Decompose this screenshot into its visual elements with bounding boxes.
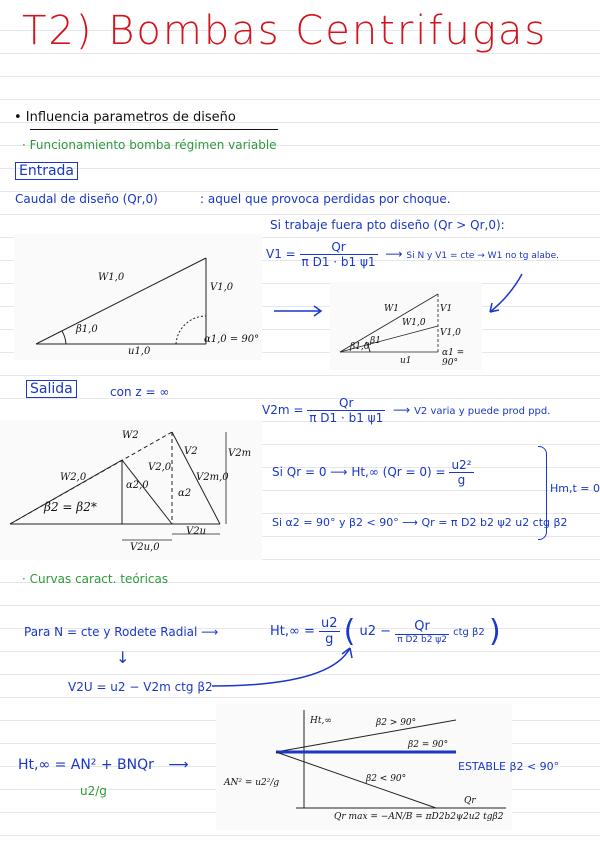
arrow-icon: ⟶ [402,516,419,529]
u2g-note: u2/g [80,784,107,798]
alpha20-label: α2,0 [126,480,149,491]
v2m-fraction [307,396,385,425]
w10b-label: W1,0 [402,318,426,328]
arrow-icon: ⟶ [201,625,219,639]
si-trabaje: Si trabaje fuera pto diseño (Qr > Qr,0): [270,218,505,232]
salida-label: Salida [26,380,77,398]
ht-q0-fraction [449,458,473,487]
beta-eq-label: β2 = 90° [408,740,449,750]
w20-label: W2,0 [60,472,87,483]
subsection-curvas: · Curvas caract. teóricas [22,572,169,586]
ht-final [18,757,188,773]
ht-inner-u2: u2 − [359,624,392,639]
v10b-label: V1,0 [440,328,461,338]
v2m-result: V2 varia y puede prod ppd. [414,406,551,417]
con-z-label: con z = ∞ [110,385,170,399]
si-qr-label: Si Qr = 0 [272,465,327,479]
v2m-formula [262,396,550,425]
salida-diagram [0,420,262,560]
left-paren: ( [343,614,356,649]
v2m-lhs: V2m = [262,403,304,417]
v2m-num: Qr [307,396,385,411]
section-underline [30,129,278,130]
u10-label: u1,0 [128,346,151,357]
v1-label: V1 [440,304,453,314]
ht-g: g [325,632,334,647]
ht-axis-label: Ht,∞ [310,716,332,726]
u1-label: u1 [400,356,412,366]
curved-arrow-icon [210,640,360,692]
brace-icon [538,446,547,540]
condition-qr-zero [272,458,474,487]
v2u0-label: V2u,0 [130,542,160,553]
w1-label: W1 [384,304,399,314]
ht-ctg: ctg β2 [453,627,485,638]
arrow-icon: ⟶ [393,403,411,417]
qmax-label: Qr max = −AN/B = πD2b2ψ2u2 tgβ2 [334,812,504,822]
beta-gt-label: β2 > 90° [376,718,417,728]
ht-final-text: Ht,∞ = AN² + BNQr [18,757,154,773]
v2u-expr: V2U = u2 − V2m ctg β2 [68,680,213,694]
qr-expr: Qr = π D2 b2 ψ2 u2 ctg β2 [421,516,568,529]
v1-lhs: V1 = [266,247,296,261]
ht-qr: Qr [395,619,449,635]
alpha1-label: α1 = 90° [442,348,465,368]
page-title: T2) Bombas Centrifugas [22,8,548,54]
para-label [24,625,218,639]
beta10-label: β1,0 [76,324,98,335]
beta2-label: β2 = β2* [44,500,97,514]
w2-label: W2 [122,430,139,441]
v20-label: V2,0 [148,462,172,473]
ht-den: π D2 b2 ψ2 [397,634,447,645]
v1-result: Si N y V1 = cte → W1 no tg alabe. [406,251,559,261]
beta10b-label: β1,0 [350,342,370,352]
caudal-desc: : aquel que provoca perdidas por choque. [200,192,451,206]
right-paren: ) [488,614,501,649]
ht-u2: u2 [321,616,338,631]
v1-den: π D1 · b1 ψ1 [301,255,376,269]
ht-qr-fraction [395,619,449,645]
entrada-label: Entrada [15,162,78,180]
arrow-icon: ⟶ [385,247,403,261]
ht-q0-den: g [457,473,466,487]
para-text: Para N = cte y Rodete Radial [24,625,198,639]
subsection-funcionamiento: · Funcionamiento bomba régimen variable [22,138,277,152]
an-label: AN² = u2²/g [224,778,280,788]
down-arrow-icon: ↓ [116,648,130,667]
v10-label: V1,0 [210,282,234,293]
right-arrow-icon [272,304,324,318]
entrada-offdesign-diagram [330,282,482,370]
ht-q0-label: Ht,∞ (Qr = 0) = [351,465,446,479]
q-axis-label: Qr [464,796,476,806]
beta-lt-label: β2 < 90° [366,774,407,784]
v1-num: Qr [300,240,378,255]
hm-label: Hm,t = 0 [550,482,600,495]
condition-alpha [272,516,568,529]
beta1-label: β1 [370,336,381,346]
ht-lhs: Ht,∞ = [270,624,315,639]
caudal-label: Caudal de diseño (Qr,0) [15,192,158,206]
si-alpha-label: Si α2 = 90° y β2 < 90° [272,516,399,529]
alpha10-label: α1,0 = 90° [204,334,260,345]
v1-fraction [300,240,378,269]
section-label: • Influencia parametros de diseño [14,110,236,125]
alpha2-label: α2 [178,488,192,499]
arrow-icon: ⟶ [330,465,348,479]
pointer-arrow-icon [480,270,530,320]
v2u-label: V2u [186,526,207,537]
arrow-icon: ⟶ [168,757,189,773]
v2-label: V2 [184,446,198,457]
v2m0-label: V2m,0 [196,472,229,483]
v2m-label: V2m [228,448,252,459]
w10-label: W1,0 [98,272,125,283]
estable-label: ESTABLE β2 < 90° [458,760,560,773]
v2m-den: π D1 · b1 ψ1 [309,411,384,425]
section-heading [14,110,236,125]
entrada-design-diagram [14,234,262,360]
v1-formula [266,240,559,269]
ht-q0-num: u2² [451,458,472,472]
